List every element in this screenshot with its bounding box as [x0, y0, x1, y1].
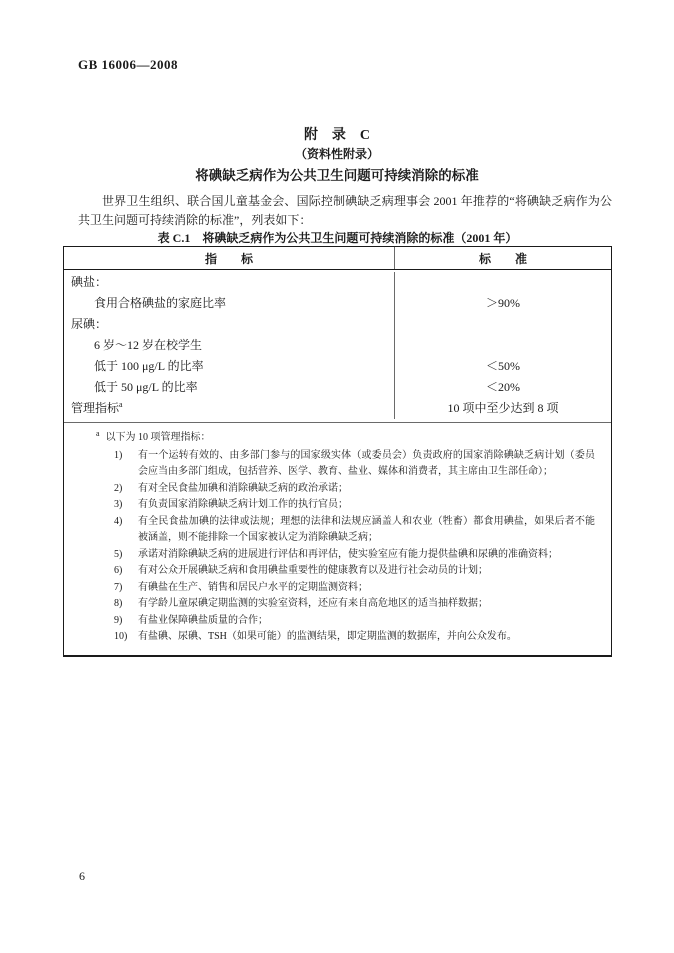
- footnote-item-number: 9): [114, 614, 123, 626]
- footnote-intro-text: 以下为 10 项管理指标：: [105, 432, 211, 443]
- table-header-row: [64, 247, 611, 270]
- footnote-item: [96, 629, 595, 646]
- column-header-standard: 标 准: [478, 252, 527, 266]
- indicator-cell: 6 岁～12 岁在校学生: [64, 335, 395, 356]
- standard-cell: [395, 314, 611, 335]
- standard-cell: ＞90%: [485, 296, 520, 310]
- footnote-item-text: 有负责国家消除碘缺乏病计划工作的执行官员；: [138, 499, 348, 510]
- indicator-cell: 碘盐：: [64, 272, 395, 293]
- standard-cell: 10 项中至少达到 8 项: [447, 401, 559, 415]
- table-row: [64, 293, 611, 314]
- table-row: [64, 398, 611, 419]
- footnote-item-number: 6): [114, 565, 123, 576]
- standard-code: GB 16006—2008: [78, 57, 179, 72]
- standard-cell: ＜20%: [485, 380, 520, 394]
- standard-cell: [395, 272, 611, 293]
- standard-cell: [395, 335, 611, 356]
- table-row: [64, 377, 611, 398]
- indicator-text: 管理指标: [71, 401, 120, 415]
- footnote-item-number: 1): [114, 449, 123, 461]
- footnote-item-text: 有学龄儿童尿碘定期监测的实验室资料，还应有来自高危地区的适当抽样数据；: [138, 598, 488, 609]
- footnote-item-number: 7): [114, 581, 123, 593]
- appendix-subheading: （资料性附录）: [294, 147, 379, 161]
- appendix-heading: 附 录 C: [303, 128, 371, 143]
- table-row: [64, 335, 611, 356]
- footnote-item: [96, 547, 595, 564]
- criteria-table: [63, 246, 612, 657]
- footnote-item: [96, 596, 595, 613]
- footnote-item: [96, 514, 595, 547]
- footnote-item: [96, 448, 595, 481]
- footnote-item-text: 有盐业保障碘盐质量的合作；: [138, 614, 268, 626]
- footnote-item-text: 有对公众开展碘缺乏病和食用碘盐重要性的健康教育以及进行社会动员的计划；: [138, 565, 488, 576]
- footnote-item-text: 有对全民食盐加碘和消除碘缺乏病的政治承诺；: [138, 482, 348, 494]
- indicator-cell: 食用合格碘盐的家庭比率: [64, 293, 395, 314]
- standard-cell: ＜50%: [485, 359, 520, 373]
- footnote-item-number: 4): [114, 515, 123, 527]
- footnote-item: [96, 481, 595, 498]
- table-row: [64, 314, 611, 335]
- indicator-cell: 尿碘：: [64, 314, 395, 335]
- footnote-item-text: 有一个运转有效的、由多部门参与的国家级实体（或委员会）负责政府的国家消除碘缺乏病计划（委员会应当由多部门组成，包括营养、医学、教育、盐业、媒体和消费者，其主席由卫生部任命）；: [138, 449, 595, 477]
- intro-paragraph: 世界卫生组织、联合国儿童基金会、国际控制碘缺乏病理事会 2001 年推荐的“将碘缺乏病作为公共卫生问题可持续消除的标准”，列表如下：: [78, 194, 612, 227]
- footnote-item-number: 10): [114, 631, 128, 642]
- table-footnote: [64, 422, 611, 655]
- footnote-item: [96, 497, 595, 514]
- footnote-item-number: 2): [114, 482, 123, 494]
- indicator-cell: [64, 398, 395, 419]
- table-body: [64, 270, 611, 422]
- footnote-item-number: 8): [114, 598, 123, 609]
- indicator-cell: 低于 100 μg/L 的比率: [64, 356, 395, 377]
- footnote-marker: a: [96, 428, 100, 438]
- footnote-item-text: 有全民食盐加碘的法律或法规；理想的法律和法规应涵盖人和农业（牲畜）都食用碘盐，如果后者不能被涵盖，则不能排除一个国家被认定为消除碘缺乏病；: [138, 515, 595, 543]
- footnote-item-text: 有碘盐在生产、销售和居民户水平的定期监测资料；: [138, 581, 368, 593]
- footnote-item: [96, 580, 595, 597]
- table-row: [64, 356, 611, 377]
- footnote-item-text: 承诺对消除碘缺乏病的进展进行评估和再评估，使实验室应有能力提供盐碘和尿碘的准确资料；: [138, 548, 558, 560]
- footnote-item-number: 5): [114, 548, 123, 560]
- indicator-cell: 低于 50 μg/L 的比率: [64, 377, 395, 398]
- table-caption: 表 C.1 将碘缺乏病作为公共卫生问题可持续消除的标准（2001 年）: [157, 231, 518, 245]
- footnote-item: [96, 613, 595, 630]
- page-number: 6: [79, 869, 85, 883]
- footnote-item-text: 有盐碘、尿碘、TSH（如果可能）的监测结果，即定期监测的数据库，并向公众发布。: [138, 631, 517, 642]
- footnote-marker-superscript: a: [119, 400, 123, 409]
- table-row: [64, 272, 611, 293]
- footnote-item: [96, 563, 595, 580]
- footnote-intro: [96, 430, 595, 447]
- column-header-indicator: 指 标: [64, 247, 395, 269]
- appendix-title: 将碘缺乏病作为公共卫生问题可持续消除的标准: [195, 168, 479, 183]
- footnote-item-number: 3): [114, 499, 123, 510]
